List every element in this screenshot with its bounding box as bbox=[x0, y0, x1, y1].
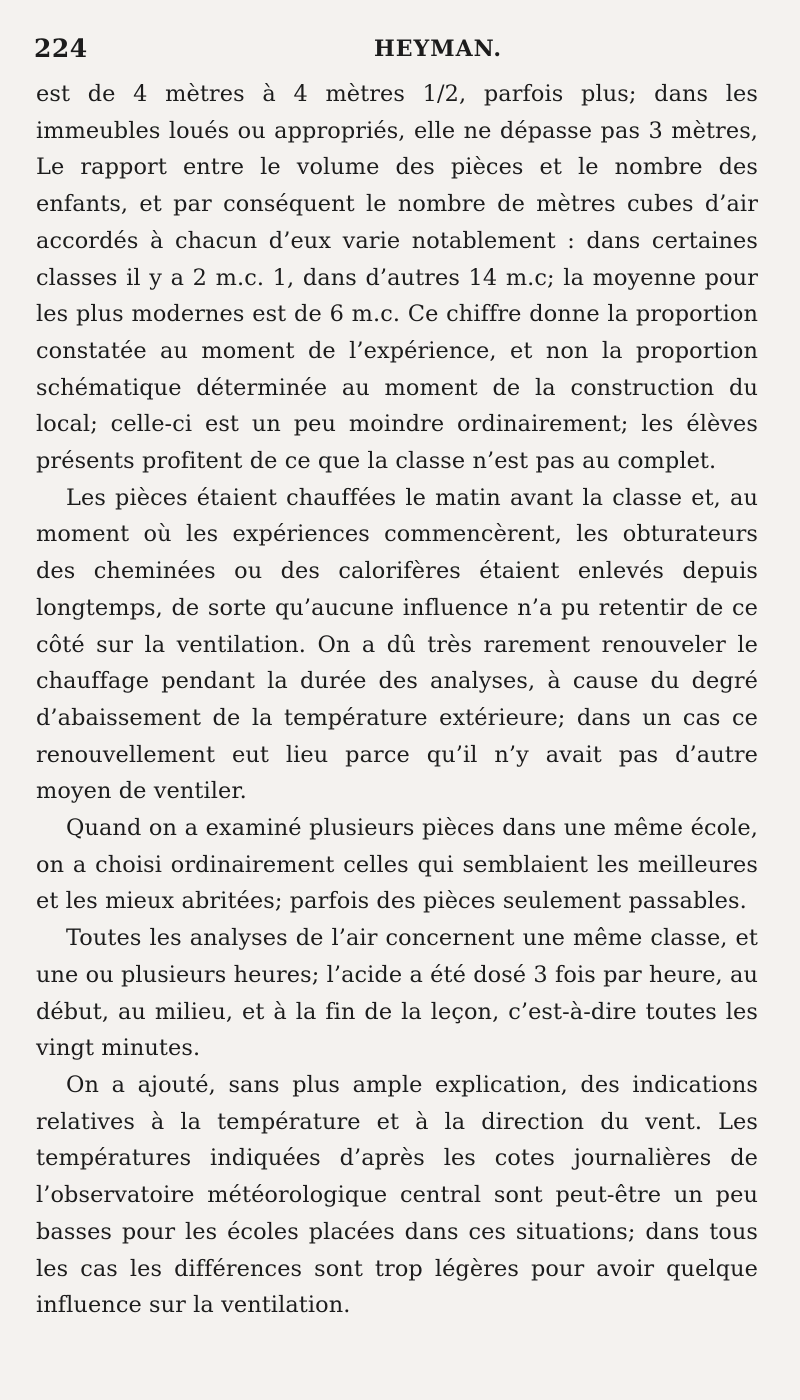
running-head: HEYMAN. bbox=[374, 36, 503, 62]
paragraph-air-analyses: Toutes les analyses de l’air concernent une même classe, et une ou plusieurs heures; l’acide a été dosé 3 fois par heure, au début, au milieu, et à la fin de la leçon, c’est-à-dire toutes les vingt minutes. bbox=[36, 925, 758, 1062]
body-text bbox=[36, 76, 758, 1324]
paragraph-room-selection: Quand on a examiné plusieurs pièces dans une même école, on a choisi ordinairement celles qui semblaient les meilleures et les mieux abritées; parfois des pièces seulement passables. bbox=[36, 815, 758, 915]
page-header bbox=[34, 30, 764, 70]
paragraph-heating: Les pièces étaient chauffées le matin avant la classe et, au moment où les expériences commencèrent, les obturateurs des cheminées ou des calorifères étaient enlevés depuis longtemps, de sorte qu’aucune influence n’a pu retentir de ce côté sur la ventilation. On a dû très rarement renouveler le chauffage pendant la durée des analyses, à cause du degré d’abaissement de la température extérieure; dans un cas ce renouvellement eut lieu parce qu’il n’y avait pas d’autre moyen de ventiler. bbox=[36, 484, 758, 805]
page-number: 224 bbox=[34, 34, 88, 63]
paragraph-temperature-wind: On a ajouté, sans plus ample explication, des indications relatives à la température et à la direction du vent. Les températures indiquées d’après les cotes journalières de l’observatoire météorologique central sont peut-être un peu basses pour les écoles placées dans ces situations; dans tous les cas les différences sont trop légères pour avoir quelque influence sur la ventilation. bbox=[36, 1071, 758, 1319]
paragraph-room-capacity: est de 4 mètres à 4 mètres 1/2, parfois plus; dans les immeubles loués ou appropriés, elle ne dépasse pas 3 mètres, Le rapport entre le volume des pièces et le nombre des enfants, et par conséquent le nombre de mètres cubes d’air accordés à chacun d’eux varie notablement : dans certaines classes il y a 2 m.c. 1, dans d’autres 14 m.c; la moyenne pour les plus modernes est de 6 m.c. Ce chiffre donne la proportion constatée au moment de l’expérience, et non la proportion schématique déterminée au moment de la construction du local; celle-ci est un peu moindre ordinairement; les élèves présents profitent de ce que la classe n’est pas au complet. bbox=[36, 81, 758, 475]
